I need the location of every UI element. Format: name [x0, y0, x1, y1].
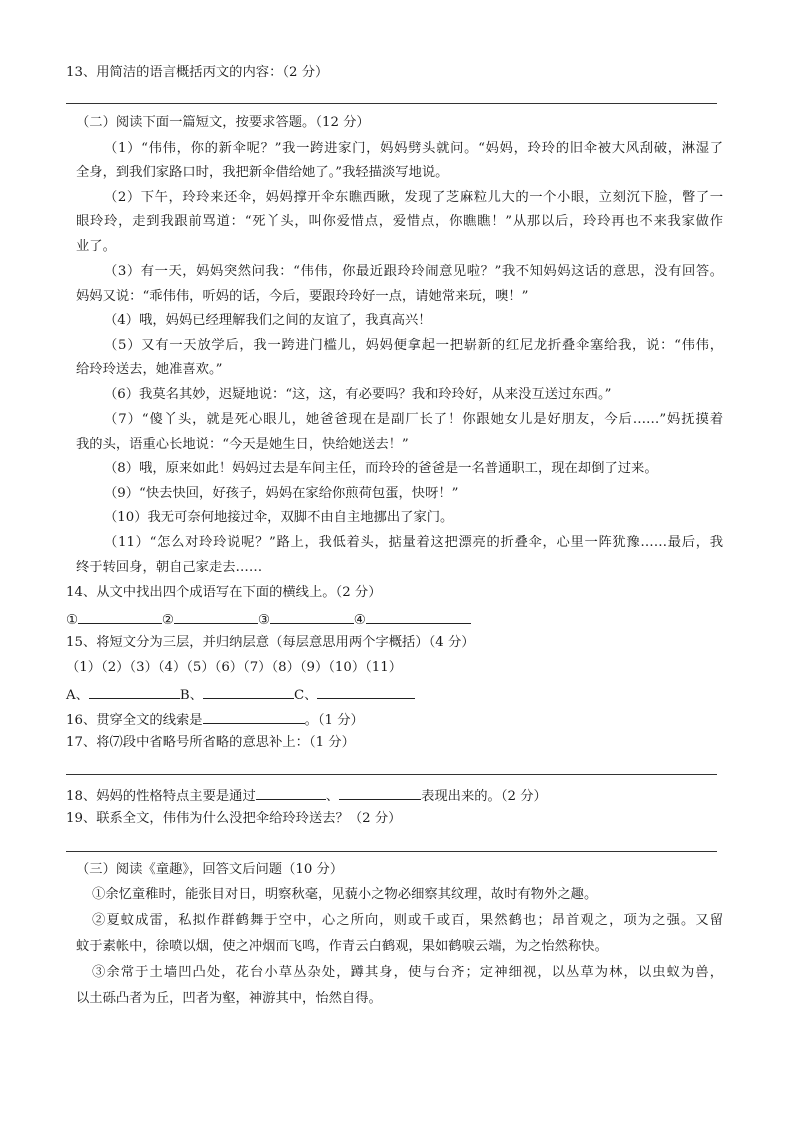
layer-label-c: C、 — [293, 688, 318, 703]
question-13: 13、用简洁的语言概括丙文的内容：（2 分） — [66, 65, 329, 80]
passage-para-1-line-1: （1）“伟伟，你的新伞呢？”我一跨进家门，妈妈劈头就问。“妈妈，玲玲的旧伞被大风刮破，淋湿了 — [104, 141, 723, 156]
passage-para-2-line-3: 业了。 — [76, 239, 116, 254]
question-16-score: 。（1 分） — [304, 713, 364, 728]
answer-blank-15-b[interactable] — [203, 684, 294, 699]
passage-para-5-line-1: （5）又有一天放学后，我一跨进门槛儿，妈妈便拿起一把崭新的红尼龙折叠伞塞给我，说：“伟伟， — [104, 338, 723, 353]
question-18-sep: 、 — [325, 789, 340, 804]
answer-blank-18-2[interactable] — [339, 785, 421, 800]
passage-para-2-line-1: （2）下午，玲玲来还伞，妈妈撑开伞东瞧西瞅，发现了芝麻粒儿大的一个小眼，立刻沉下脸，瞥了一 — [104, 190, 723, 205]
question-17: 17、将⑺段中省略号所省略的意思补上：（1 分） — [66, 735, 355, 750]
passage-para-9: （9）“快去快回，好孩子，妈妈在家给你煎荷包蛋，快呀！” — [104, 486, 459, 501]
question-16-text: 16、贯穿全文的线索是 — [66, 713, 203, 728]
passage-para-7-line-2: 我的头，语重心长地说：“今天是她生日，快给她送去！” — [76, 437, 409, 452]
answer-blank-14-3[interactable] — [270, 609, 354, 624]
tongqu-para-2-line-2: 蚊于素帐中，徐喷以烟，使之冲烟而飞鸣，作青云白鹤观，果如鹤唳云端，为之怡然称快。 — [76, 939, 608, 954]
blank-marker-4: ④ — [353, 613, 366, 628]
passage-para-4: （4）哦，妈妈已经理解我们之间的友谊了，我真高兴！ — [104, 313, 432, 328]
answer-blank-15-a[interactable] — [89, 684, 180, 699]
tongqu-para-1: ①余忆童稚时，能张目对日，明察秋毫，见藐小之物必细察其纹理，故时有物外之趣。 — [92, 887, 598, 902]
passage-para-5-line-2: 给玲玲送去，她准喜欢。” — [76, 362, 223, 377]
question-15: 15、将短文分为三层，并归纳层意（每层意思用两个字概括）（4 分） — [66, 635, 475, 650]
question-18-text: 18、妈妈的性格特点主要是通过 — [66, 789, 256, 804]
blank-marker-2: ② — [161, 613, 174, 628]
question-15-answers — [66, 684, 415, 705]
answer-blank-18-1[interactable] — [256, 785, 326, 800]
answer-blank-14-1[interactable] — [78, 609, 162, 624]
layer-label-b: B、 — [179, 688, 203, 703]
answer-blank-14-4[interactable] — [366, 609, 471, 624]
passage-para-6: （6）我莫名其妙，迟疑地说：“这，这，有必要吗？我和玲玲好，从来没互送过东西。” — [104, 387, 612, 402]
tongqu-para-3-line-1: ③余常于土墙凹凸处，花台小草丛杂处，蹲其身，使与台齐；定神细视，以丛草为林，以虫蚁为兽， — [92, 965, 723, 980]
question-14-answers — [66, 609, 471, 630]
passage-para-11-line-2: 终于转回身，朝自己家走去…… — [76, 560, 263, 575]
answer-blank-14-2[interactable] — [174, 609, 258, 624]
blank-marker-3: ③ — [257, 613, 270, 628]
section-3-heading: （三）阅读《童趣》，回答文后问题（10 分） — [76, 862, 344, 877]
passage-para-2-line-2: 眼玲玲，走到我跟前骂道：“死丫头，叫你爱惜点，爱惜点，你瞧瞧！”从那以后，玲玲再也不来我家做作 — [76, 214, 723, 229]
answer-blank-16[interactable] — [203, 709, 305, 724]
question-15-paragraph-list: （1）（2）（3）（4）（5）（6）（7）（8）（9）（10）（11） — [66, 660, 403, 675]
passage-para-3-line-1: （3）有一天，妈妈突然问我：“伟伟，你最近跟玲玲闹意见啦？”我不知妈妈这话的意思，没有回答。 — [104, 264, 723, 279]
answer-line-19[interactable] — [66, 851, 717, 852]
blank-marker-1: ① — [66, 613, 78, 628]
passage-para-1-line-2: 全身，到我们家路口时，我把新伞借给她了。”我轻描淡写地说。 — [76, 165, 449, 180]
answer-line-17[interactable] — [66, 774, 717, 775]
passage-para-11-line-1: （11）“怎么对玲玲说呢？”路上，我低着头，掂量着这把漂亮的折叠伞，心里一阵犹豫……最后，我 — [104, 535, 723, 550]
passage-para-8: （8）哦，原来如此！妈妈过去是车间主任，而玲玲的爸爸是一名普通职工，现在却倒了过来。 — [104, 461, 658, 476]
question-18-score: 表现出来的。（2 分） — [421, 789, 547, 804]
question-19: 19、联系全文，伟伟为什么没把伞给玲玲送去？（2 分） — [66, 811, 402, 826]
question-18 — [66, 785, 547, 806]
question-14: 14、从文中找出四个成语写在下面的横线上。（2 分） — [66, 585, 382, 600]
passage-para-10: （10）我无可奈何地接过伞，双脚不由自主地挪出了家门。 — [104, 510, 454, 525]
tongqu-para-2-line-1: ②夏蚊成雷，私拟作群鹤舞于空中，心之所向，则或千或百，果然鹤也；昂首观之，项为之强。又留 — [92, 913, 723, 928]
tongqu-para-3-line-2: 以土砾凸者为丘，凹者为壑，神游其中，怡然自得。 — [76, 991, 382, 1006]
section-2-heading: （二）阅读下面一篇短文，按要求答题。（12 分） — [76, 115, 370, 130]
question-16 — [66, 709, 364, 730]
answer-blank-15-c[interactable] — [317, 684, 415, 699]
passage-para-7-line-1: （7）“傻丫头，就是死心眼儿，她爸爸现在是副厂长了！你跟她女儿是好朋友，今后……”妈抚摸着 — [104, 412, 723, 427]
answer-line-13[interactable] — [66, 103, 717, 104]
passage-para-3-line-2: 妈妈又说：“乖伟伟，听妈的话，今后，要跟玲玲好一点，请她常来玩，噢！” — [76, 289, 529, 304]
layer-label-a: A、 — [66, 688, 89, 703]
